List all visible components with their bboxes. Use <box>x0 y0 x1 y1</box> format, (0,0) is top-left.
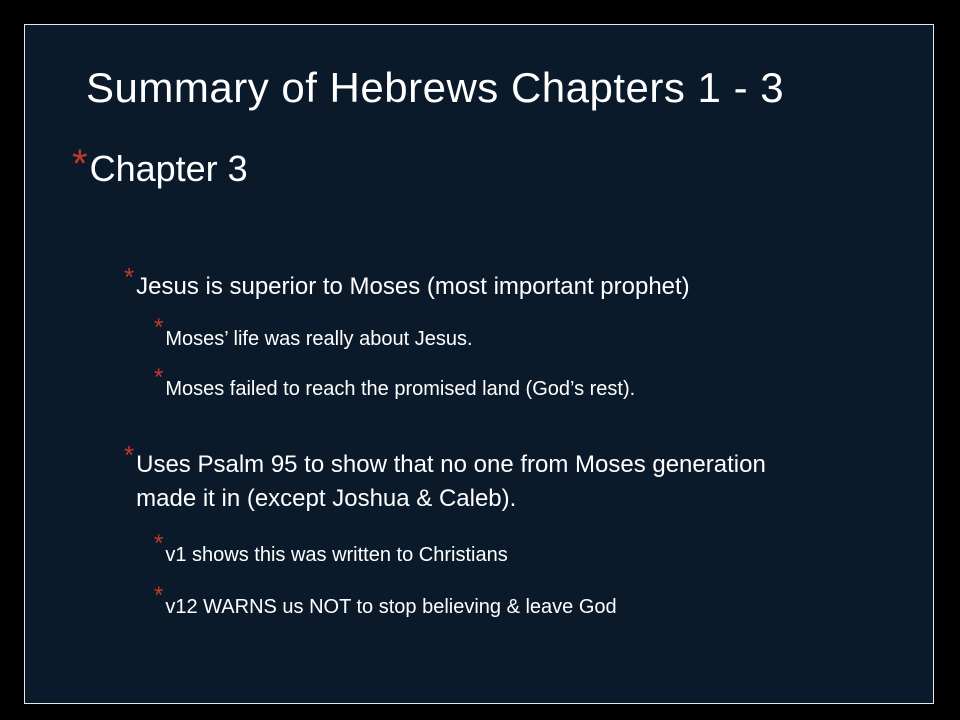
bullet-chapter <box>72 142 248 190</box>
subpoint-1-2-text: Moses failed to reach the promised land (God’s rest). <box>165 378 636 400</box>
bullet-star-icon: * <box>154 582 164 609</box>
bullet-star-icon: * <box>124 440 135 470</box>
bullet-star-icon: * <box>72 142 88 186</box>
subpoint-1-1 <box>154 314 874 354</box>
bullet-point-2 <box>124 440 814 516</box>
subpoint-2-2-text: v12 WARNS us NOT to stop believing & leave God <box>165 596 617 618</box>
bullet-point-2-text: Uses Psalm 95 to show that no one from Moses generation made it in (except Joshua & Caleb). <box>136 451 766 512</box>
slide-title: Summary of Hebrews Chapters 1 - 3 <box>86 64 785 111</box>
bullet-star-icon: * <box>154 530 164 557</box>
bullet-star-icon: * <box>124 262 135 292</box>
subpoint-2-1 <box>154 530 874 570</box>
bullet-point-1-text: Jesus is superior to Moses (most important prophet) <box>136 273 690 300</box>
bullet-star-icon: * <box>154 314 164 341</box>
bullet-point-1 <box>124 262 864 304</box>
bullet-star-icon: * <box>154 364 164 391</box>
subpoint-1-1-text: Moses’ life was really about Jesus. <box>165 328 473 350</box>
subpoint-1-2 <box>154 364 874 404</box>
subpoint-2-2 <box>154 582 894 622</box>
bullet-chapter-text: Chapter 3 <box>89 148 248 189</box>
subpoint-2-1-text: v1 shows this was written to Christians <box>165 544 508 566</box>
